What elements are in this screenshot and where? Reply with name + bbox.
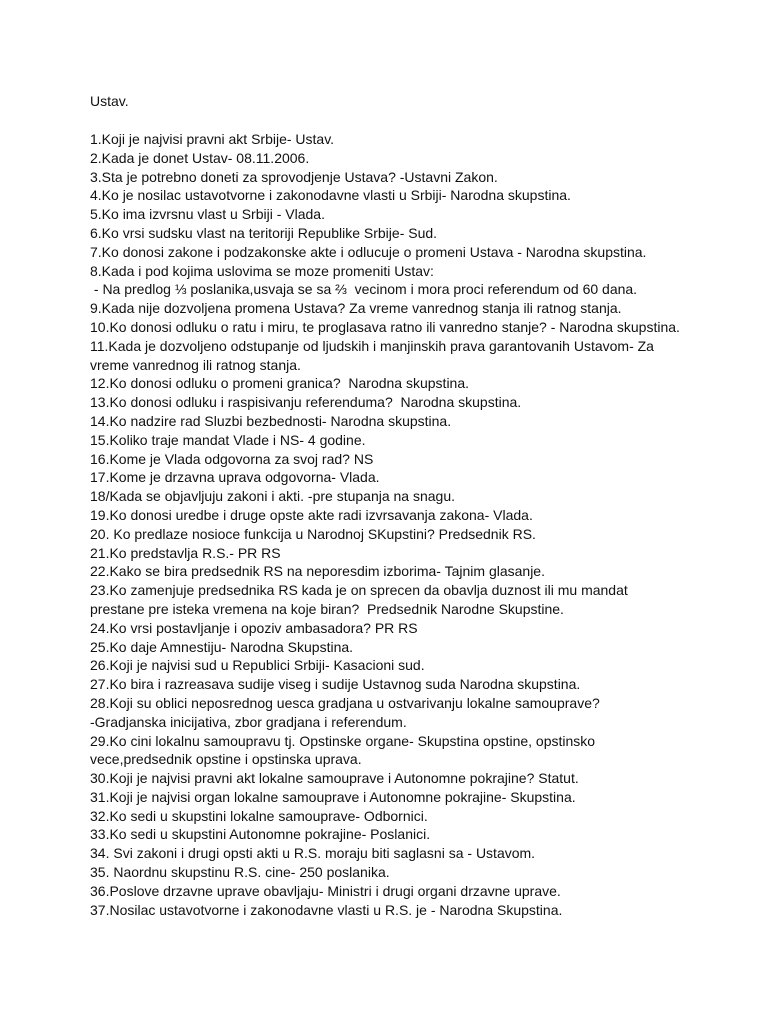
document-line: 20. Ko predlaze nosioce funkcija u Narodnoj SKupstini? Predsednik RS. bbox=[90, 525, 536, 542]
document-line: 9.Kada nije dozvoljena promena Ustava? Za vreme vanrednog stanja ili ratnog stanja. bbox=[90, 300, 622, 317]
document-line: 28.Koji su oblici neposrednog uesca gradjana u ostvarivanju lokalne samouprave? bbox=[90, 694, 600, 711]
document-line: 16.Kome je Vlada odgovorna za svoj rad? NS bbox=[90, 450, 374, 467]
document-line: 37.Nosilac ustavotvorne i zakonodavne vlasti u R.S. je - Narodna Skupstina. bbox=[90, 901, 563, 918]
document-line: 13.Ko donosi odluku i raspisivanju referenduma? Narodna skupstina. bbox=[90, 394, 522, 411]
document-line: 12.Ko donosi odluku o promeni granica? Narodna skupstina. bbox=[90, 375, 470, 392]
document-line: 4.Ko je nosilac ustavotvorne i zakonodavne vlasti u Srbiji- Narodna skupstina. bbox=[90, 187, 571, 204]
document-line: 7.Ko donosi zakone i podzakonske akte i odlucuje o promeni Ustava - Narodna skupstina. bbox=[90, 243, 647, 260]
document-line: 30.Koji je najvisi pravni akt lokalne samouprave i Autonomne pokrajine? Statut. bbox=[90, 770, 579, 787]
document-line: 31.Koji je najvisi organ lokalne samouprave i Autonomne pokrajine- Skupstina. bbox=[90, 788, 576, 805]
document-line: 22.Kako se bira predsednik RS na neporesdim izborima- Tajnim glasanje. bbox=[90, 563, 545, 580]
document-line: 19.Ko donosi uredbe i druge opste akte radi izvrsavanja zakona- Vlada. bbox=[90, 506, 533, 523]
document-line: 3.Sta je potrebno doneti za sprovodjenje Ustava? -Ustavni Zakon. bbox=[90, 168, 498, 185]
document-line: 11.Kada je dozvoljeno odstupanje od ljudskih i manjinskih prava garantovanih Ustavom- Za bbox=[90, 337, 654, 354]
document-line: 18/Kada se objavljuju zakoni i akti. -pre stupanja na snagu. bbox=[90, 488, 456, 505]
document-line: 6.Ko vrsi sudsku vlast na teritoriji Republike Srbije- Sud. bbox=[90, 224, 438, 241]
document-line: 2.Kada je donet Ustav- 08.11.2006. bbox=[90, 149, 310, 166]
document-line: 32.Ko sedi u skupstini lokalne samouprave- Odbornici. bbox=[90, 807, 428, 824]
document-line: 23.Ko zamenjuje predsednika RS kada je on sprecen da obavlja duznost ili mu mandat bbox=[90, 582, 628, 599]
document-line: 25.Ko daje Amnestiju- Narodna Skupstina. bbox=[90, 638, 354, 655]
document-line: prestane pre isteka vremena na koje biran? Predsednik Narodne Skupstine. bbox=[90, 600, 564, 617]
document-line: 26.Koji je najvisi sud u Republici Srbiji- Kasacioni sud. bbox=[90, 657, 425, 674]
document-line: 24.Ko vrsi postavljanje i opoziv ambasadora? PR RS bbox=[90, 619, 418, 636]
document-line: 1.Koji je najvisi pravni akt Srbije- Ustav. bbox=[90, 131, 335, 147]
document-line: 29.Ko cini lokalnu samoupravu tj. Opstinske organe- Skupstina opstine, opstinsko bbox=[90, 732, 596, 749]
document-title: Ustav. bbox=[90, 93, 129, 109]
document-line: 34. Svi zakoni i drugi opsti akti u R.S. moraju biti saglasni sa - Ustavom. bbox=[90, 845, 536, 862]
document-line: 33.Ko sedi u skupstini Autonomne pokrajine- Poslanici. bbox=[90, 826, 431, 843]
document-line: 5.Ko ima izvrsnu vlast u Srbiji - Vlada. bbox=[90, 206, 325, 223]
document-line: vreme vanrednog ili ratnog stanja. bbox=[90, 356, 301, 373]
document-line: -Gradjanska inicijativa, zbor gradjana i referendum. bbox=[90, 713, 407, 730]
document-line: 35. Naordnu skupstinu R.S. cine- 250 poslanika. bbox=[90, 864, 390, 881]
document-line: 36.Poslove drzavne uprave obavljaju- Ministri i drugi organi drzavne uprave. bbox=[90, 882, 561, 899]
document-line: 14.Ko nadzire rad Sluzbi bezbednosti- Narodna skupstina. bbox=[90, 412, 452, 429]
document-line: 17.Kome je drzavna uprava odgovorna- Vlada. bbox=[90, 469, 380, 486]
document-line: - Na predlog ⅓ poslanika,usvaja se sa ⅔ vecinom i mora proci referendum od 60 dana. bbox=[90, 281, 638, 298]
document-line: 21.Ko predstavlja R.S.- PR RS bbox=[90, 544, 281, 561]
document-body bbox=[90, 130, 730, 919]
document-line: 27.Ko bira i razreasava sudije viseg i sudije Ustavnog suda Narodna skupstina. bbox=[90, 676, 581, 693]
document-line: vece,predsednik opstine i opstinska uprava. bbox=[90, 751, 362, 768]
document-line: 8.Kada i pod kojima uslovima se moze promeniti Ustav: bbox=[90, 262, 434, 279]
document-line: 10.Ko donosi odluku o ratu i miru, te proglasava ratno ili vanredno stanje? - Narodna skupstina. bbox=[90, 318, 680, 335]
document-line: 15.Koliko traje mandat Vlade i NS- 4 godine. bbox=[90, 431, 366, 448]
